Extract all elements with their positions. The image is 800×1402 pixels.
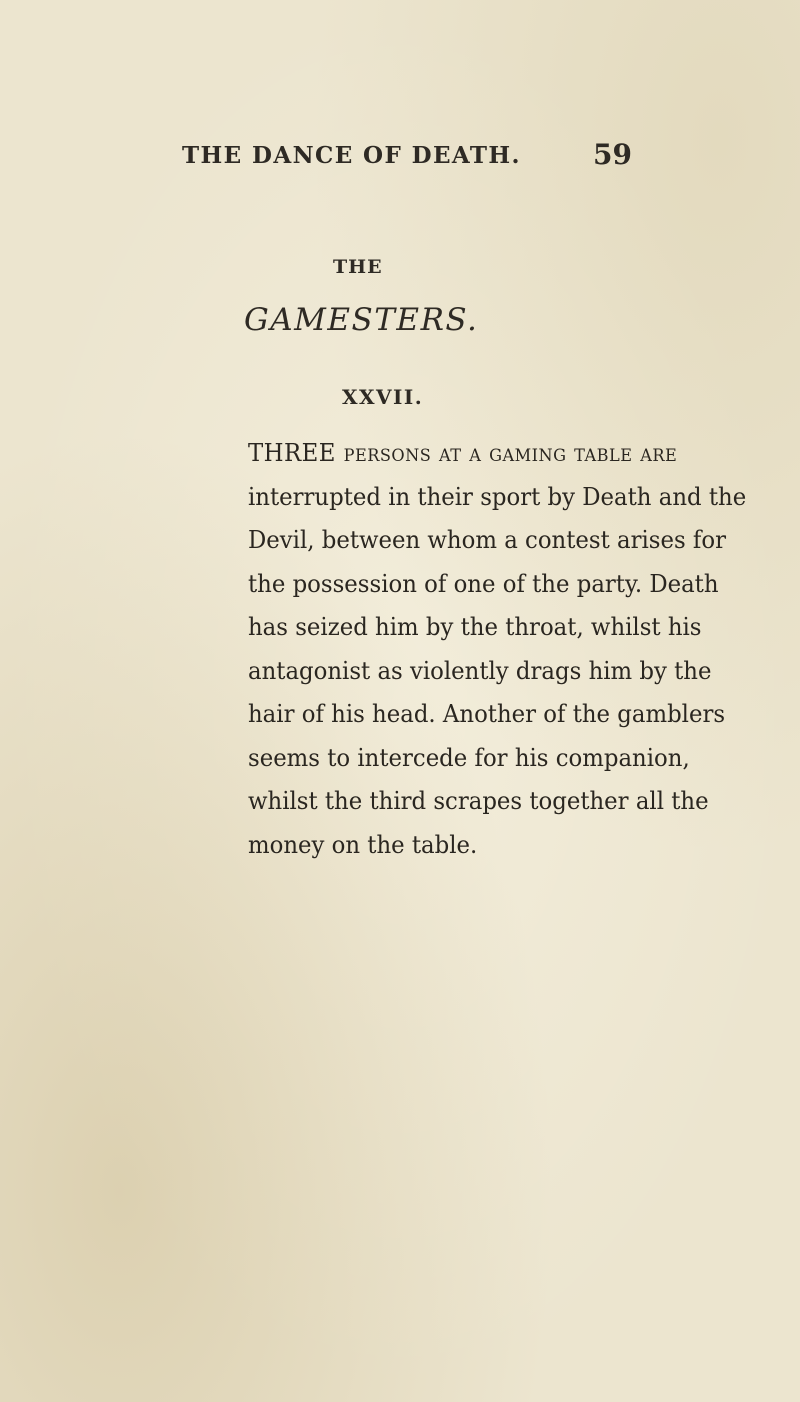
paragraph-line: hair of his head. Another of the gamblers xyxy=(248,700,726,728)
paragraph-line: interrupted in their sport by Death and the xyxy=(248,482,747,511)
paragraph-line: antagonist as violently drags him by the xyxy=(248,656,712,685)
running-title: THE DANCE OF DEATH. xyxy=(182,142,521,169)
running-head xyxy=(182,138,632,182)
paragraph-line: THREE persons at a gaming table are xyxy=(248,439,678,467)
section-label: THE xyxy=(333,256,383,278)
plate-number: XXVII. xyxy=(342,385,424,409)
section-title: GAMESTERS. xyxy=(244,302,479,338)
paragraph-line: money on the table. xyxy=(248,830,478,859)
paragraph-line: whilst the third scrapes together all the xyxy=(248,787,709,815)
paragraph-line: the possession of one of the party. Death xyxy=(248,569,719,598)
page-number: 59 xyxy=(593,138,632,171)
paragraph-line: seems to intercede for his companion, xyxy=(248,743,690,772)
body-paragraph xyxy=(248,432,747,867)
paragraph-line: Devil, between whom a contest arises for xyxy=(248,526,726,554)
paragraph-line: has seized him by the throat, whilst his xyxy=(248,613,702,641)
